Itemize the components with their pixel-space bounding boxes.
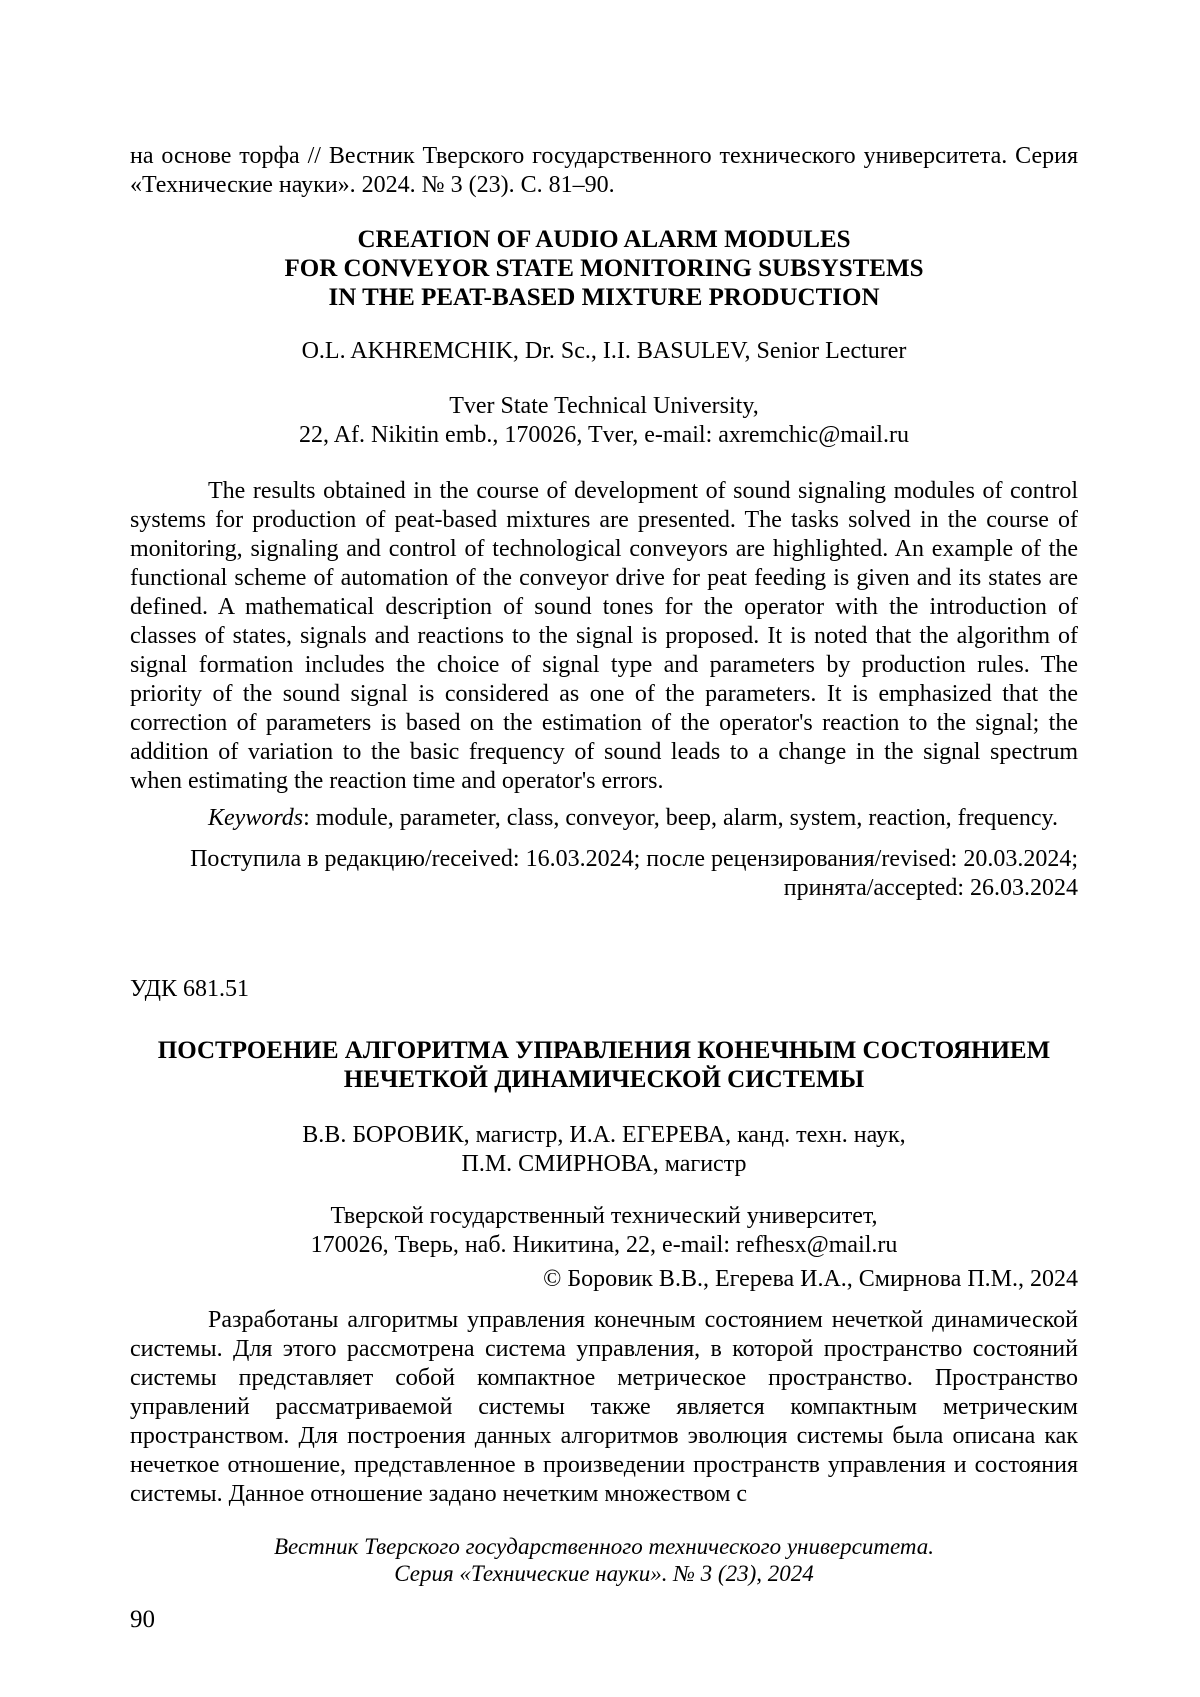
received-dates-block [130,845,1078,903]
keywords-text: : module, parameter, class, conveyor, beep, alarm, system, reaction, frequency. [303,805,1058,831]
affiliation-en-line1: Tver State Technical University, [449,393,759,419]
keywords-line [130,804,1078,833]
article-title-ru-line1: ПОСТРОЕНИЕ АЛГОРИТМА УПРАВЛЕНИЯ КОНЕЧНЫМ СОСТОЯНИЕМ [157,1037,1051,1064]
journal-footer-line2: Серия «Технические науки». № 3 (23), 2024 [394,1561,814,1586]
received-dates-line2: принята/accepted: 26.03.2024 [783,875,1078,901]
journal-footer-line1: Вестник Тверского государственного технического университета. [273,1534,934,1559]
affiliation-ru-line1: Тверской государственный технический университет, [330,1203,878,1229]
copyright-line: © Боровик В.В., Егерева И.А., Смирнова П.М., 2024 [543,1266,1078,1292]
received-dates-line1: Поступила в редакцию/received: 16.03.2024; после рецензирования/revised: 20.03.2024; [190,846,1078,872]
affiliation-ru [130,1202,1078,1260]
page-number: 90 [130,1606,155,1633]
journal-footer [130,1533,1078,1587]
article-title-ru-line2: НЕЧЕТКОЙ ДИНАМИЧЕСКОЙ СИСТЕМЫ [343,1066,865,1093]
article-title-ru [130,1036,1078,1094]
affiliation-ru-line2: 170026, Тверь, наб. Никитина, 22, e-mail: refhesx@mail.ru [310,1232,898,1258]
abstract-en: The results obtained in the course of development of sound signaling modules of control systems for production of peat-based mixtures are presented. The tasks solved in the course of monitoring, signaling and control of technological conveyors are highlighted. An example of the functional scheme of automation of the conveyor drive for peat feeding is given and its states are defined. A mathematical description of sound tones for the operator with the introduction of classes of states, signals and reactions to the signal is proposed. It is noted that the algorithm of signal formation includes the choice of signal type and parameters by production rules. The priority of the sound signal is considered as one of the parameters. It is emphasized that the correction of parameters is based on the estimation of the operator's reaction to the signal; the addition of variation to the basic frequency of sound leads to a change in the signal spectrum when estimating the reaction time and operator's errors. [130,478,1078,794]
abstract-ru: Разработаны алгоритмы управления конечным состоянием нечеткой динамической системы. Для этого рассмотрена система управления, в которой пространство состояний системы представляет собой компактное метрическое пространство. Пространство управлений рассматриваемой системы также является компактным метрическим пространством. Для построения данных алгоритмов эволюция системы была описана как нечеткое отношение, представленное в произведении пространств управления и состояния системы. Данное отношение задано нечетким множеством с [130,1307,1078,1507]
keywords-label: Keywords [208,805,304,831]
authors-ru [130,1121,1078,1179]
authors-en: O.L. AKHREMCHIK, Dr. Sc., I.I. BASULEV, Senior Lecturer [301,338,907,364]
authors-ru-line2: П.М. СМИРНОВА, магистр [461,1151,747,1177]
udc-code: УДК 681.51 [130,976,249,1002]
authors-ru-line1: В.В. БОРОВИК, магистр, И.А. ЕГЕРЕВА, канд. техн. наук, [302,1122,906,1148]
article-title-en-line1: CREATION OF AUDIO ALARM MODULES [357,226,851,253]
article-title-en-line2: FOR CONVEYOR STATE MONITORING SUBSYSTEMS [284,255,924,282]
affiliation-en-line2: 22, Af. Nikitin emb., 170026, Tver, e-mail: axremchic@mail.ru [299,422,909,448]
affiliation-en [130,392,1078,450]
page-content [130,0,1078,1634]
article-title-en [130,225,1078,312]
article-title-en-line3: IN THE PEAT-BASED MIXTURE PRODUCTION [328,284,880,311]
reference-tail-paragraph: на основе торфа // Вестник Тверского государственного технического университета. Серия «Технические науки». 2024. № 3 (23). С. 81–90. [130,143,1078,198]
